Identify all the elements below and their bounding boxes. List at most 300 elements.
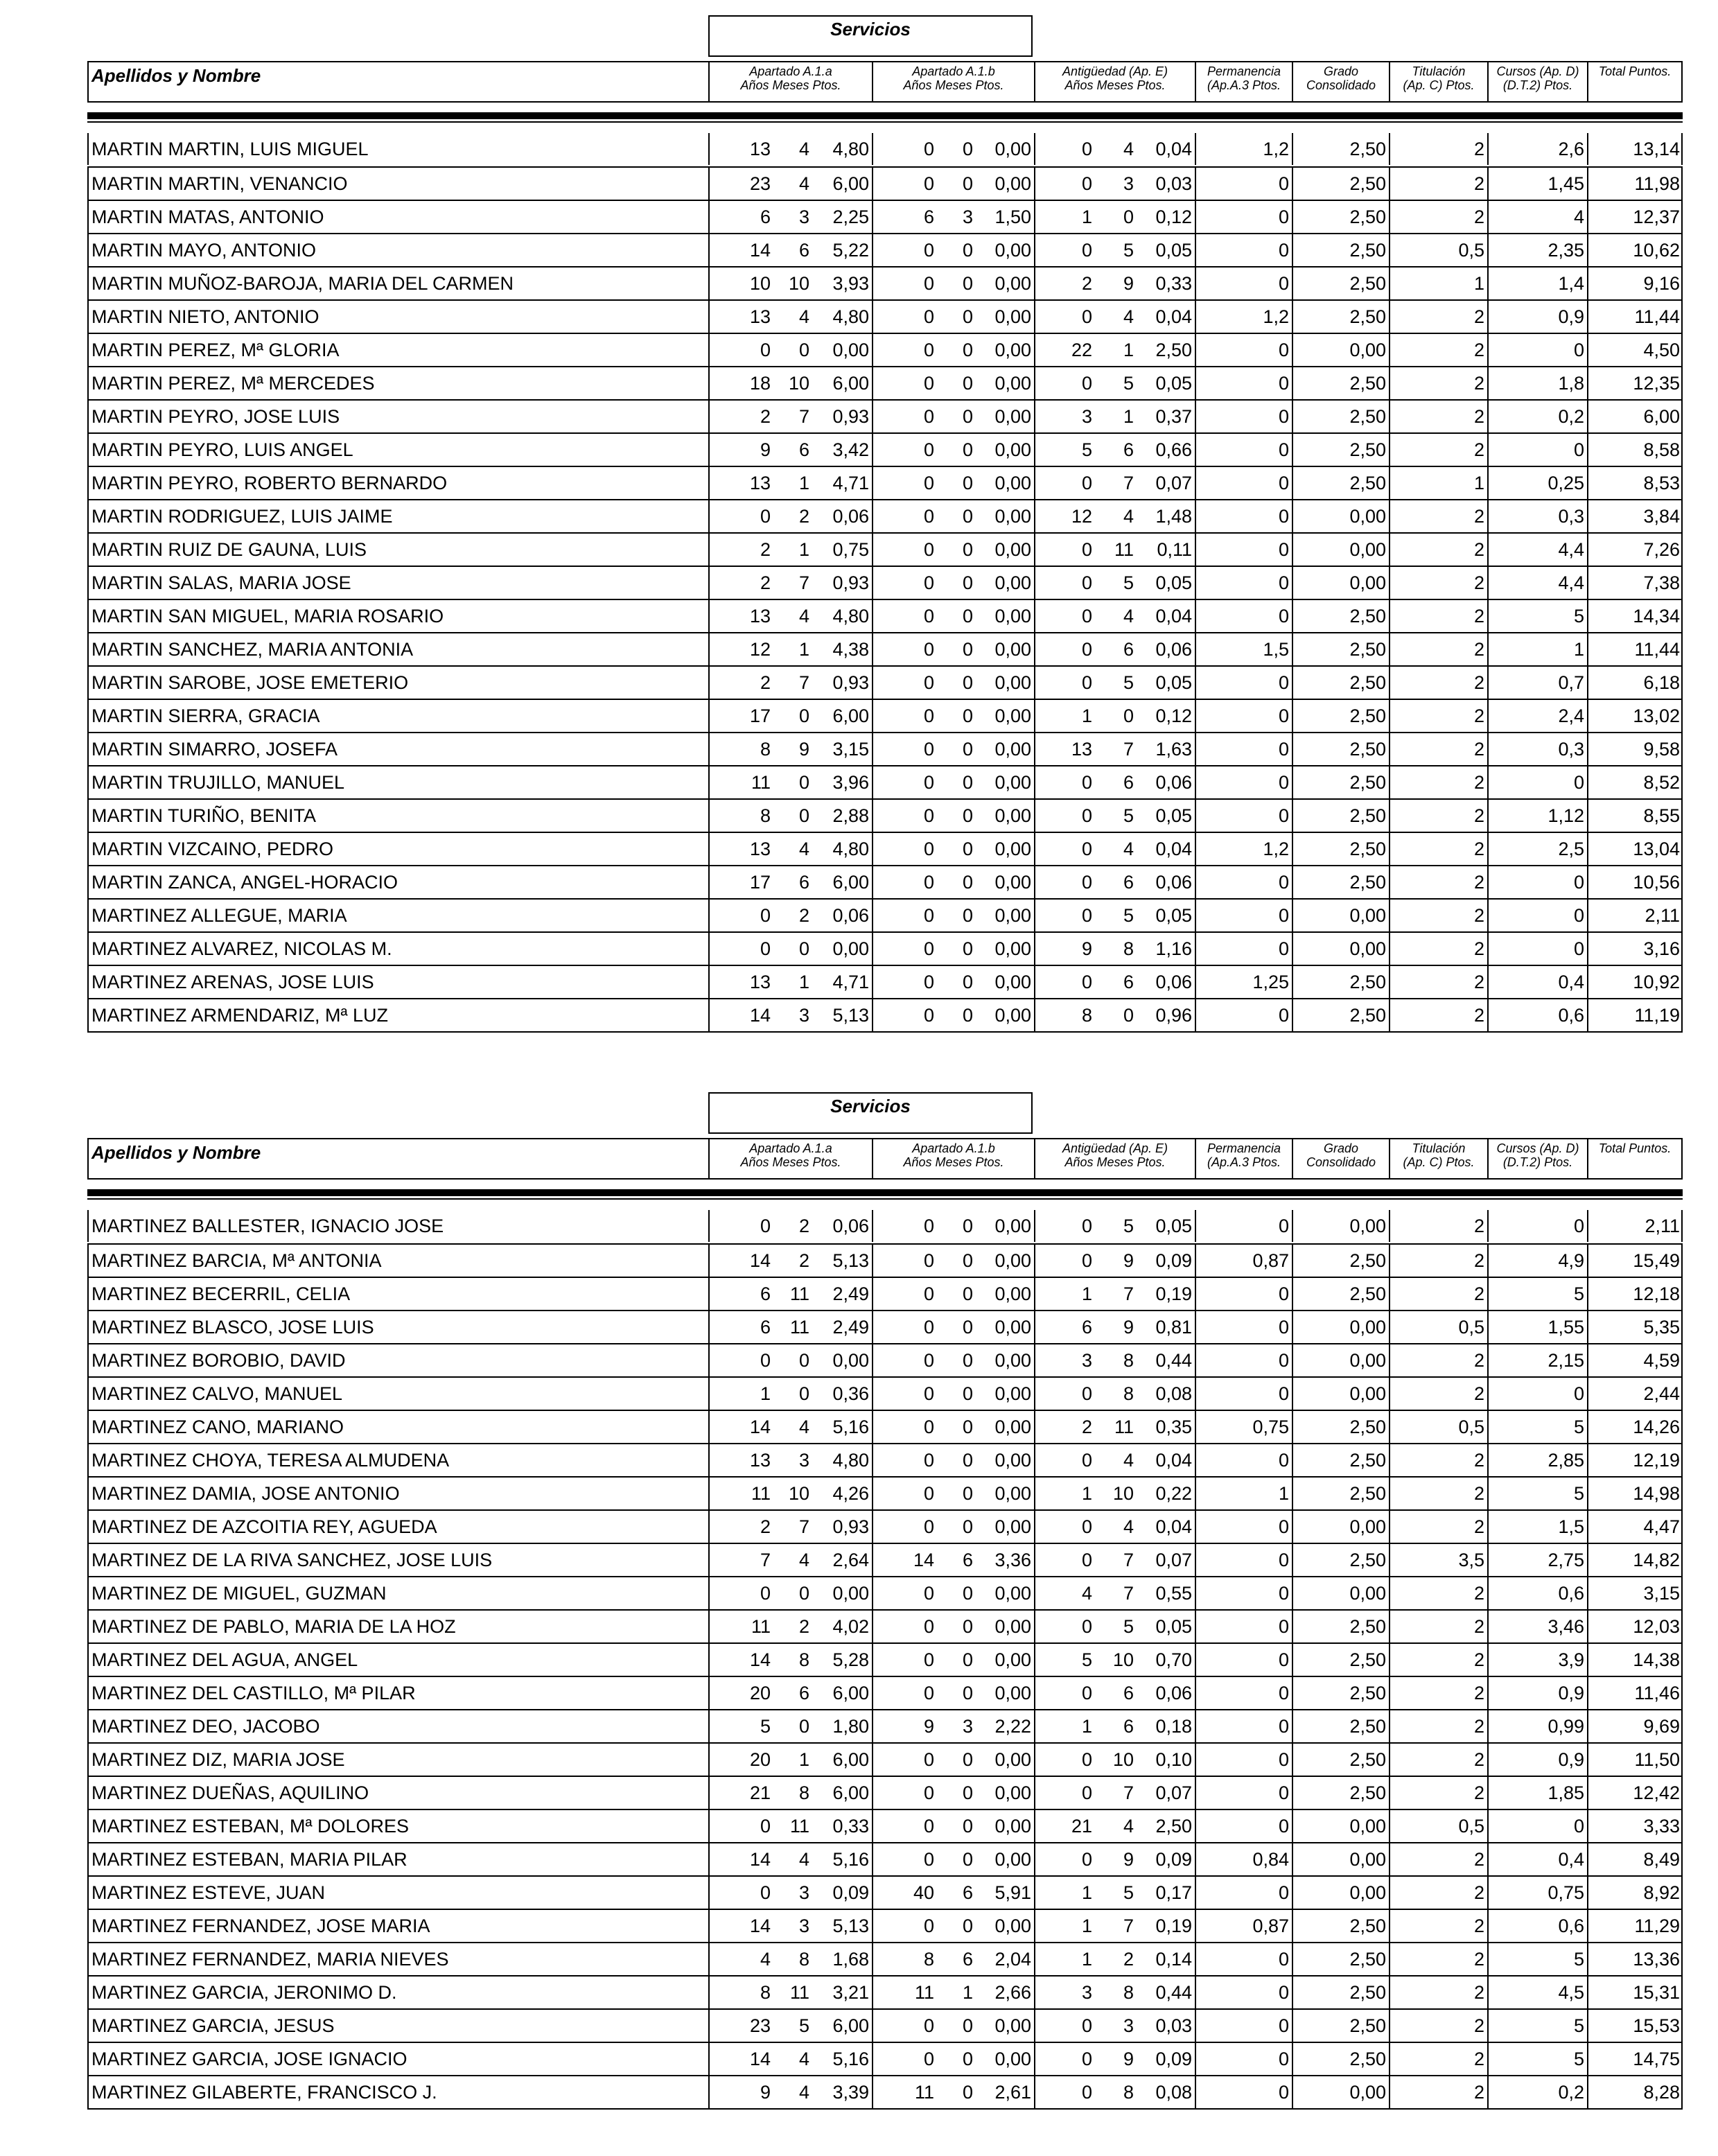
cell-ant-anos: 0 — [1034, 1843, 1095, 1875]
cell-total: 10,92 — [1587, 966, 1683, 998]
cell-a1b-anos: 0 — [872, 2010, 937, 2042]
cell-ant-meses: 8 — [1123, 2082, 1134, 2103]
table-row — [87, 1676, 1683, 1709]
cell-permanencia: 0 — [1195, 1710, 1292, 1742]
cell-permanencia: 0,75 — [1195, 1411, 1292, 1443]
cell-ant-ptos: 0,12 — [1155, 705, 1192, 726]
cell-permanencia: 1,5 — [1195, 633, 1292, 665]
cell-ant-meses: 11 — [1114, 1417, 1134, 1437]
cell-total: 2,44 — [1587, 1378, 1683, 1410]
cell-ant-ptos: 0,19 — [1155, 1283, 1192, 1304]
cell-name: MARTIN ZANCA, ANGEL-HORACIO — [87, 866, 708, 898]
table-row — [87, 1443, 1683, 1476]
cell-ant-meses: 5 — [1123, 805, 1134, 826]
row-right-border — [1681, 1544, 1683, 1576]
row-right-border — [1681, 1677, 1683, 1709]
cell-cursos: 0,9 — [1487, 1744, 1587, 1776]
cell-a1b-anos: 0 — [872, 1611, 937, 1642]
table-row — [87, 2042, 1683, 2075]
cell-a1b-ptos: 2,61 — [994, 2082, 1031, 2103]
row-right-border — [1681, 999, 1683, 1031]
cell-a1b-anos: 0 — [872, 900, 937, 931]
cell-a1a-meses: 2 — [798, 1216, 809, 1236]
cell-permanencia: 0 — [1195, 600, 1292, 632]
cell-a1a-anos: 2 — [708, 567, 773, 599]
cell-total: 15,53 — [1587, 2010, 1683, 2042]
header-rule-thick — [87, 112, 1683, 119]
cell-cursos: 3,46 — [1487, 1611, 1587, 1642]
cell-permanencia: 0 — [1195, 401, 1292, 432]
cell-ant-anos: 0 — [1034, 168, 1095, 200]
row-right-border — [1681, 766, 1683, 798]
cell-ant-ptos: 0,06 — [1155, 772, 1192, 793]
cell-titulacion: 2 — [1389, 1444, 1487, 1476]
cell-permanencia: 0 — [1195, 1677, 1292, 1709]
cell-permanencia: 0,87 — [1195, 1910, 1292, 1942]
cell-name: MARTIN PEYRO, JOSE LUIS — [87, 401, 708, 432]
cell-a1b-ptos: 0,00 — [994, 506, 1031, 527]
table-row — [87, 1809, 1683, 1842]
cell-a1a-ptos: 5,22 — [832, 240, 869, 261]
cell-a1b-ptos: 0,00 — [994, 340, 1031, 360]
table-row — [87, 1576, 1683, 1609]
cell-titulacion: 2 — [1389, 1843, 1487, 1875]
cell-titulacion: 2 — [1389, 733, 1487, 765]
cell-a1b-ptos: 0,00 — [994, 173, 1031, 194]
cell-ant-ptos: 0,19 — [1155, 1916, 1192, 1936]
cell-a1a-ptos: 4,26 — [832, 1483, 869, 1504]
cell-total: 10,62 — [1587, 234, 1683, 266]
cell-titulacion: 2 — [1389, 434, 1487, 466]
cell-cursos: 0,9 — [1487, 301, 1587, 333]
cell-ant-meses: 4 — [1123, 306, 1134, 327]
table-row — [87, 732, 1683, 765]
cell-grado: 0,00 — [1292, 1344, 1389, 1376]
cell-titulacion: 0,5 — [1389, 234, 1487, 266]
table-row — [87, 1842, 1683, 1875]
cell-ant-ptos: 0,44 — [1155, 1982, 1192, 2003]
cell-cursos: 5 — [1487, 1943, 1587, 1975]
cell-total: 8,49 — [1587, 1843, 1683, 1875]
row-right-border — [1681, 500, 1683, 532]
cell-a1b-meses: 1 — [962, 1982, 973, 2003]
cell-grado: 0,00 — [1292, 1843, 1389, 1875]
cell-ant-anos: 0 — [1034, 1544, 1095, 1576]
cell-ant-meses: 8 — [1123, 1982, 1134, 2003]
cell-a1a-meses: 9 — [798, 739, 809, 760]
cell-name: MARTIN SAN MIGUEL, MARIA ROSARIO — [87, 600, 708, 632]
row-right-border — [1681, 1311, 1683, 1343]
cell-ant-anos: 0 — [1034, 534, 1095, 566]
cell-a1b-anos: 0 — [872, 1344, 937, 1376]
cell-a1b-anos: 6 — [872, 201, 937, 233]
cell-titulacion: 2 — [1389, 567, 1487, 599]
cell-ant-ptos: 1,48 — [1155, 506, 1192, 527]
header-a1b — [872, 61, 1034, 103]
cell-a1a-meses: 3 — [798, 1450, 809, 1471]
cell-a1b-ptos: 0,00 — [994, 139, 1031, 159]
cell-a1a-meses: 1 — [798, 539, 809, 560]
header-grado-text: Grado — [1323, 64, 1359, 78]
cell-a1a-ptos: 4,80 — [832, 606, 869, 626]
cell-a1a-ptos: 0,06 — [832, 1216, 869, 1236]
cell-a1a-anos: 8 — [708, 800, 773, 832]
table-row — [87, 599, 1683, 632]
table-row — [87, 898, 1683, 931]
cell-titulacion: 2 — [1389, 1943, 1487, 1975]
cell-cursos: 5 — [1487, 2010, 1587, 2042]
cell-ant-ptos: 0,05 — [1155, 1616, 1192, 1637]
cell-grado: 0,00 — [1292, 1877, 1389, 1909]
cell-name: MARTINEZ ESTEBAN, Mª DOLORES — [87, 1810, 708, 1842]
cell-a1a-ptos: 5,16 — [832, 1849, 869, 1870]
cell-a1b-ptos: 0,00 — [994, 1616, 1031, 1637]
cell-name: MARTIN MATAS, ANTONIO — [87, 201, 708, 233]
cell-ant-meses: 6 — [1123, 439, 1134, 460]
cell-a1b-meses: 0 — [962, 1417, 973, 1437]
header-a1a-text: Apartado A.1.a — [749, 1141, 832, 1155]
cell-cursos: 4,5 — [1487, 1977, 1587, 2008]
cell-ant-ptos: 0,11 — [1157, 539, 1192, 560]
cell-grado: 2,50 — [1292, 1943, 1389, 1975]
cell-a1b-anos: 0 — [872, 234, 937, 266]
cell-a1b-ptos: 0,00 — [994, 539, 1031, 560]
cell-a1a-anos: 14 — [708, 234, 773, 266]
cell-grado: 2,50 — [1292, 467, 1389, 499]
table-row — [87, 466, 1683, 499]
cell-name: MARTINEZ BARCIA, Mª ANTONIA — [87, 1245, 708, 1277]
row-right-border — [1681, 1245, 1683, 1277]
cell-a1b-anos: 0 — [872, 733, 937, 765]
cell-a1b-meses: 0 — [962, 306, 973, 327]
cell-permanencia: 0 — [1195, 1511, 1292, 1543]
cell-a1a-ptos: 2,25 — [832, 207, 869, 227]
cell-ant-ptos: 0,09 — [1155, 1250, 1192, 1271]
header-antiguedad-text: Antigüedad (Ap. E) — [1062, 1141, 1168, 1155]
cell-a1b-meses: 3 — [962, 1716, 973, 1737]
cell-cursos: 1,85 — [1487, 1777, 1587, 1809]
cell-permanencia: 0 — [1195, 1810, 1292, 1842]
cell-a1a-meses: 0 — [798, 1583, 809, 1604]
row-right-border — [1681, 1744, 1683, 1776]
cell-ant-meses: 1 — [1123, 406, 1134, 427]
table-row — [87, 133, 1683, 166]
cell-cursos: 0,2 — [1487, 401, 1587, 432]
cell-titulacion: 2 — [1389, 401, 1487, 432]
cell-a1b-ptos: 0,00 — [994, 1516, 1031, 1537]
cell-cursos: 1,4 — [1487, 268, 1587, 299]
table-body — [87, 133, 1683, 1033]
header-titulacion-text: Titulación — [1412, 1141, 1466, 1155]
cell-titulacion: 1 — [1389, 467, 1487, 499]
cell-ant-meses: 7 — [1123, 1583, 1134, 1604]
row-right-border — [1681, 933, 1683, 965]
header-name-text: Apellidos y Nombre — [91, 65, 261, 86]
servicios-header: Servicios — [708, 1092, 1033, 1134]
cell-ant-anos: 1 — [1034, 1278, 1095, 1310]
cell-a1b-meses: 0 — [962, 1616, 973, 1637]
cell-name: MARTIN MAYO, ANTONIO — [87, 234, 708, 266]
cell-ant-meses: 6 — [1123, 639, 1134, 660]
cell-a1b-anos: 0 — [872, 633, 937, 665]
cell-grado: 2,50 — [1292, 966, 1389, 998]
cell-name: MARTINEZ ARENAS, JOSE LUIS — [87, 966, 708, 998]
cell-ant-meses: 10 — [1112, 1483, 1134, 1504]
row-right-border — [1681, 1977, 1683, 2008]
cell-a1a-meses: 4 — [798, 606, 809, 626]
cell-a1a-meses: 1 — [798, 1749, 809, 1770]
cell-a1a-ptos: 5,28 — [832, 1649, 869, 1670]
cell-total: 3,84 — [1587, 500, 1683, 532]
table-row — [87, 566, 1683, 599]
cell-cursos: 4,9 — [1487, 1245, 1587, 1277]
cell-a1b-ptos: 0,00 — [994, 739, 1031, 760]
cell-a1b-anos: 0 — [872, 434, 937, 466]
table-row — [87, 1875, 1683, 1909]
cell-a1b-meses: 0 — [962, 606, 973, 626]
cell-a1a-anos: 7 — [708, 1544, 773, 1576]
cell-a1a-meses: 0 — [798, 772, 809, 793]
cell-permanencia: 0 — [1195, 168, 1292, 200]
row-right-border — [1681, 301, 1683, 333]
cell-grado: 2,50 — [1292, 367, 1389, 399]
row-right-border — [1681, 1478, 1683, 1509]
cell-grado: 2,50 — [1292, 1245, 1389, 1277]
cell-ant-meses: 4 — [1123, 1450, 1134, 1471]
cell-a1a-meses: 2 — [798, 1250, 809, 1271]
cell-name: MARTIN MARTIN, VENANCIO — [87, 168, 708, 200]
cell-a1a-anos: 13 — [708, 467, 773, 499]
cell-a1a-anos: 0 — [708, 1810, 773, 1842]
cell-a1a-ptos: 0,00 — [832, 1583, 869, 1604]
cell-a1a-ptos: 4,02 — [832, 1616, 869, 1637]
header-rule-thin — [87, 1198, 1683, 1200]
cell-cursos: 4 — [1487, 201, 1587, 233]
cell-a1a-anos: 0 — [708, 900, 773, 931]
cell-permanencia: 0 — [1195, 1611, 1292, 1642]
cell-a1b-anos: 0 — [872, 667, 937, 699]
cell-a1a-ptos: 0,06 — [832, 506, 869, 527]
cell-a1b-ptos: 1,50 — [994, 207, 1031, 227]
cell-a1a-ptos: 2,64 — [832, 1550, 869, 1570]
cell-ant-ptos: 0,81 — [1155, 1317, 1192, 1338]
cell-ant-anos: 0 — [1034, 2010, 1095, 2042]
cell-a1b-anos: 8 — [872, 1943, 937, 1975]
cell-grado: 2,50 — [1292, 1544, 1389, 1576]
cell-a1a-meses: 10 — [788, 373, 809, 394]
header-a1b-text: Apartado A.1.b — [912, 64, 995, 78]
row-right-border — [1681, 633, 1683, 665]
cell-ant-meses: 9 — [1123, 2049, 1134, 2069]
cell-ant-ptos: 0,05 — [1155, 672, 1192, 693]
cell-titulacion: 2 — [1389, 1278, 1487, 1310]
cell-a1b-ptos: 0,00 — [994, 1683, 1031, 1703]
cell-total: 9,58 — [1587, 733, 1683, 765]
cell-a1a-meses: 11 — [789, 1982, 809, 2003]
cell-ant-ptos: 0,33 — [1155, 273, 1192, 294]
cell-grado: 2,50 — [1292, 733, 1389, 765]
cell-name: MARTIN RUIZ DE GAUNA, LUIS — [87, 534, 708, 566]
cell-ant-ptos: 0,55 — [1155, 1583, 1192, 1604]
cell-name: MARTIN SANCHEZ, MARIA ANTONIA — [87, 633, 708, 665]
cell-a1a-meses: 5 — [798, 2015, 809, 2036]
cell-grado: 2,50 — [1292, 1444, 1389, 1476]
cell-a1b-anos: 0 — [872, 1245, 937, 1277]
cell-grado: 2,50 — [1292, 600, 1389, 632]
cell-cursos: 0,4 — [1487, 1843, 1587, 1875]
cell-total: 11,19 — [1587, 999, 1683, 1031]
cell-a1a-anos: 14 — [708, 2043, 773, 2075]
cell-a1a-meses: 7 — [798, 406, 809, 427]
cell-titulacion: 2 — [1389, 1245, 1487, 1277]
cell-titulacion: 2 — [1389, 334, 1487, 366]
cell-a1b-anos: 0 — [872, 1444, 937, 1476]
cell-a1b-meses: 0 — [962, 1216, 973, 1236]
cell-permanencia: 0 — [1195, 567, 1292, 599]
row-right-border — [1681, 733, 1683, 765]
row-right-border — [1681, 600, 1683, 632]
cell-ant-ptos: 0,09 — [1155, 1849, 1192, 1870]
table-row — [87, 998, 1683, 1031]
cell-ant-meses: 5 — [1123, 572, 1134, 593]
cell-ant-anos: 0 — [1034, 800, 1095, 832]
cell-grado: 2,50 — [1292, 667, 1389, 699]
cell-a1a-ptos: 6,00 — [832, 173, 869, 194]
row-right-border — [1681, 467, 1683, 499]
cell-ant-meses: 9 — [1123, 1849, 1134, 1870]
cell-ant-meses: 6 — [1123, 1683, 1134, 1703]
cell-a1a-meses: 4 — [798, 2082, 809, 2103]
cell-titulacion: 2 — [1389, 133, 1487, 165]
cell-titulacion: 0,5 — [1389, 1311, 1487, 1343]
header-a1a-text: Años Meses Ptos. — [740, 1155, 841, 1169]
cell-ant-meses: 6 — [1123, 972, 1134, 992]
cell-permanencia: 0,84 — [1195, 1843, 1292, 1875]
cell-a1b-anos: 0 — [872, 1210, 937, 1242]
cell-grado: 2,50 — [1292, 201, 1389, 233]
header-grado-text: Consolidado — [1306, 78, 1376, 92]
cell-ant-meses: 0 — [1123, 705, 1134, 726]
header-total-text: Total Puntos. — [1598, 1141, 1672, 1155]
cell-ant-ptos: 0,05 — [1155, 373, 1192, 394]
cell-a1a-anos: 14 — [708, 1644, 773, 1676]
cell-titulacion: 2 — [1389, 966, 1487, 998]
cell-a1a-anos: 0 — [708, 1577, 773, 1609]
cell-ant-meses: 6 — [1123, 872, 1134, 893]
cell-permanencia: 0 — [1195, 1644, 1292, 1676]
cell-grado: 2,50 — [1292, 168, 1389, 200]
cell-cursos: 0,6 — [1487, 1910, 1587, 1942]
cell-a1b-meses: 0 — [962, 1849, 973, 1870]
cell-titulacion: 2 — [1389, 600, 1487, 632]
cell-total: 12,18 — [1587, 1278, 1683, 1310]
row-right-border — [1681, 401, 1683, 432]
cell-a1a-ptos: 0,93 — [832, 1516, 869, 1537]
cell-a1b-anos: 0 — [872, 500, 937, 532]
cell-grado: 0,00 — [1292, 2076, 1389, 2108]
cell-cursos: 1,55 — [1487, 1311, 1587, 1343]
cell-ant-anos: 13 — [1034, 733, 1095, 765]
cell-a1a-anos: 23 — [708, 168, 773, 200]
cell-ant-anos: 1 — [1034, 1478, 1095, 1509]
cell-a1b-meses: 0 — [962, 839, 973, 859]
cell-a1a-ptos: 4,80 — [832, 839, 869, 859]
cell-a1a-ptos: 0,93 — [832, 672, 869, 693]
cell-titulacion: 2 — [1389, 1577, 1487, 1609]
cell-permanencia: 0 — [1195, 534, 1292, 566]
table-row — [87, 333, 1683, 366]
cell-a1b-ptos: 0,00 — [994, 938, 1031, 959]
cell-name: MARTIN SIMARRO, JOSEFA — [87, 733, 708, 765]
cell-ant-meses: 4 — [1123, 839, 1134, 859]
cell-total: 8,58 — [1587, 434, 1683, 466]
cell-grado: 2,50 — [1292, 1710, 1389, 1742]
cell-a1b-ptos: 0,00 — [994, 905, 1031, 926]
cell-permanencia: 0 — [1195, 1977, 1292, 2008]
cell-a1b-ptos: 0,00 — [994, 1216, 1031, 1236]
cell-ant-anos: 0 — [1034, 1378, 1095, 1410]
cell-a1a-meses: 1 — [798, 972, 809, 992]
cell-a1b-meses: 0 — [962, 439, 973, 460]
cell-a1b-meses: 0 — [962, 1649, 973, 1670]
cell-grado: 2,50 — [1292, 766, 1389, 798]
cell-ant-meses: 6 — [1123, 1716, 1134, 1737]
cell-cursos: 0,99 — [1487, 1710, 1587, 1742]
cell-total: 3,16 — [1587, 933, 1683, 965]
cell-a1a-meses: 4 — [798, 306, 809, 327]
cell-name: MARTIN PEYRO, LUIS ANGEL — [87, 434, 708, 466]
cell-ant-anos: 0 — [1034, 1511, 1095, 1543]
cell-ant-meses: 0 — [1123, 207, 1134, 227]
table-row — [87, 931, 1683, 965]
header-cursos-text: Cursos (Ap. D) — [1496, 1141, 1579, 1155]
cell-a1b-anos: 0 — [872, 1311, 937, 1343]
cell-ant-meses: 4 — [1123, 606, 1134, 626]
cell-a1a-meses: 0 — [798, 805, 809, 826]
cell-a1b-meses: 0 — [962, 972, 973, 992]
cell-permanencia: 0 — [1195, 1577, 1292, 1609]
cell-name: MARTIN RODRIGUEZ, LUIS JAIME — [87, 500, 708, 532]
cell-ant-meses: 6 — [1123, 772, 1134, 793]
cell-a1a-anos: 17 — [708, 866, 773, 898]
cell-a1b-meses: 0 — [962, 872, 973, 893]
cell-ant-meses: 8 — [1123, 938, 1134, 959]
cell-permanencia: 0 — [1195, 234, 1292, 266]
cell-ant-ptos: 0,04 — [1155, 139, 1192, 159]
cell-total: 14,98 — [1587, 1478, 1683, 1509]
cell-a1a-meses: 11 — [789, 1816, 809, 1837]
cell-permanencia: 0 — [1195, 700, 1292, 732]
cell-cursos: 0,2 — [1487, 2076, 1587, 2108]
cell-grado: 2,50 — [1292, 1411, 1389, 1443]
cell-a1a-anos: 6 — [708, 1278, 773, 1310]
cell-ant-anos: 0 — [1034, 633, 1095, 665]
cell-ant-ptos: 0,08 — [1155, 2082, 1192, 2103]
cell-a1a-anos: 13 — [708, 966, 773, 998]
cell-name: MARTIN MARTIN, LUIS MIGUEL — [87, 133, 708, 165]
cell-a1b-ptos: 0,00 — [994, 606, 1031, 626]
header-antiguedad-text: Años Meses Ptos. — [1064, 78, 1166, 92]
cell-total: 13,02 — [1587, 700, 1683, 732]
cell-a1b-ptos: 0,00 — [994, 805, 1031, 826]
row-right-border — [1681, 367, 1683, 399]
cell-a1b-meses: 3 — [962, 207, 973, 227]
cell-a1b-anos: 0 — [872, 1910, 937, 1942]
row-right-border — [1681, 1577, 1683, 1609]
cell-grado: 0,00 — [1292, 1311, 1389, 1343]
cell-a1a-ptos: 0,06 — [832, 905, 869, 926]
table-row — [87, 832, 1683, 865]
